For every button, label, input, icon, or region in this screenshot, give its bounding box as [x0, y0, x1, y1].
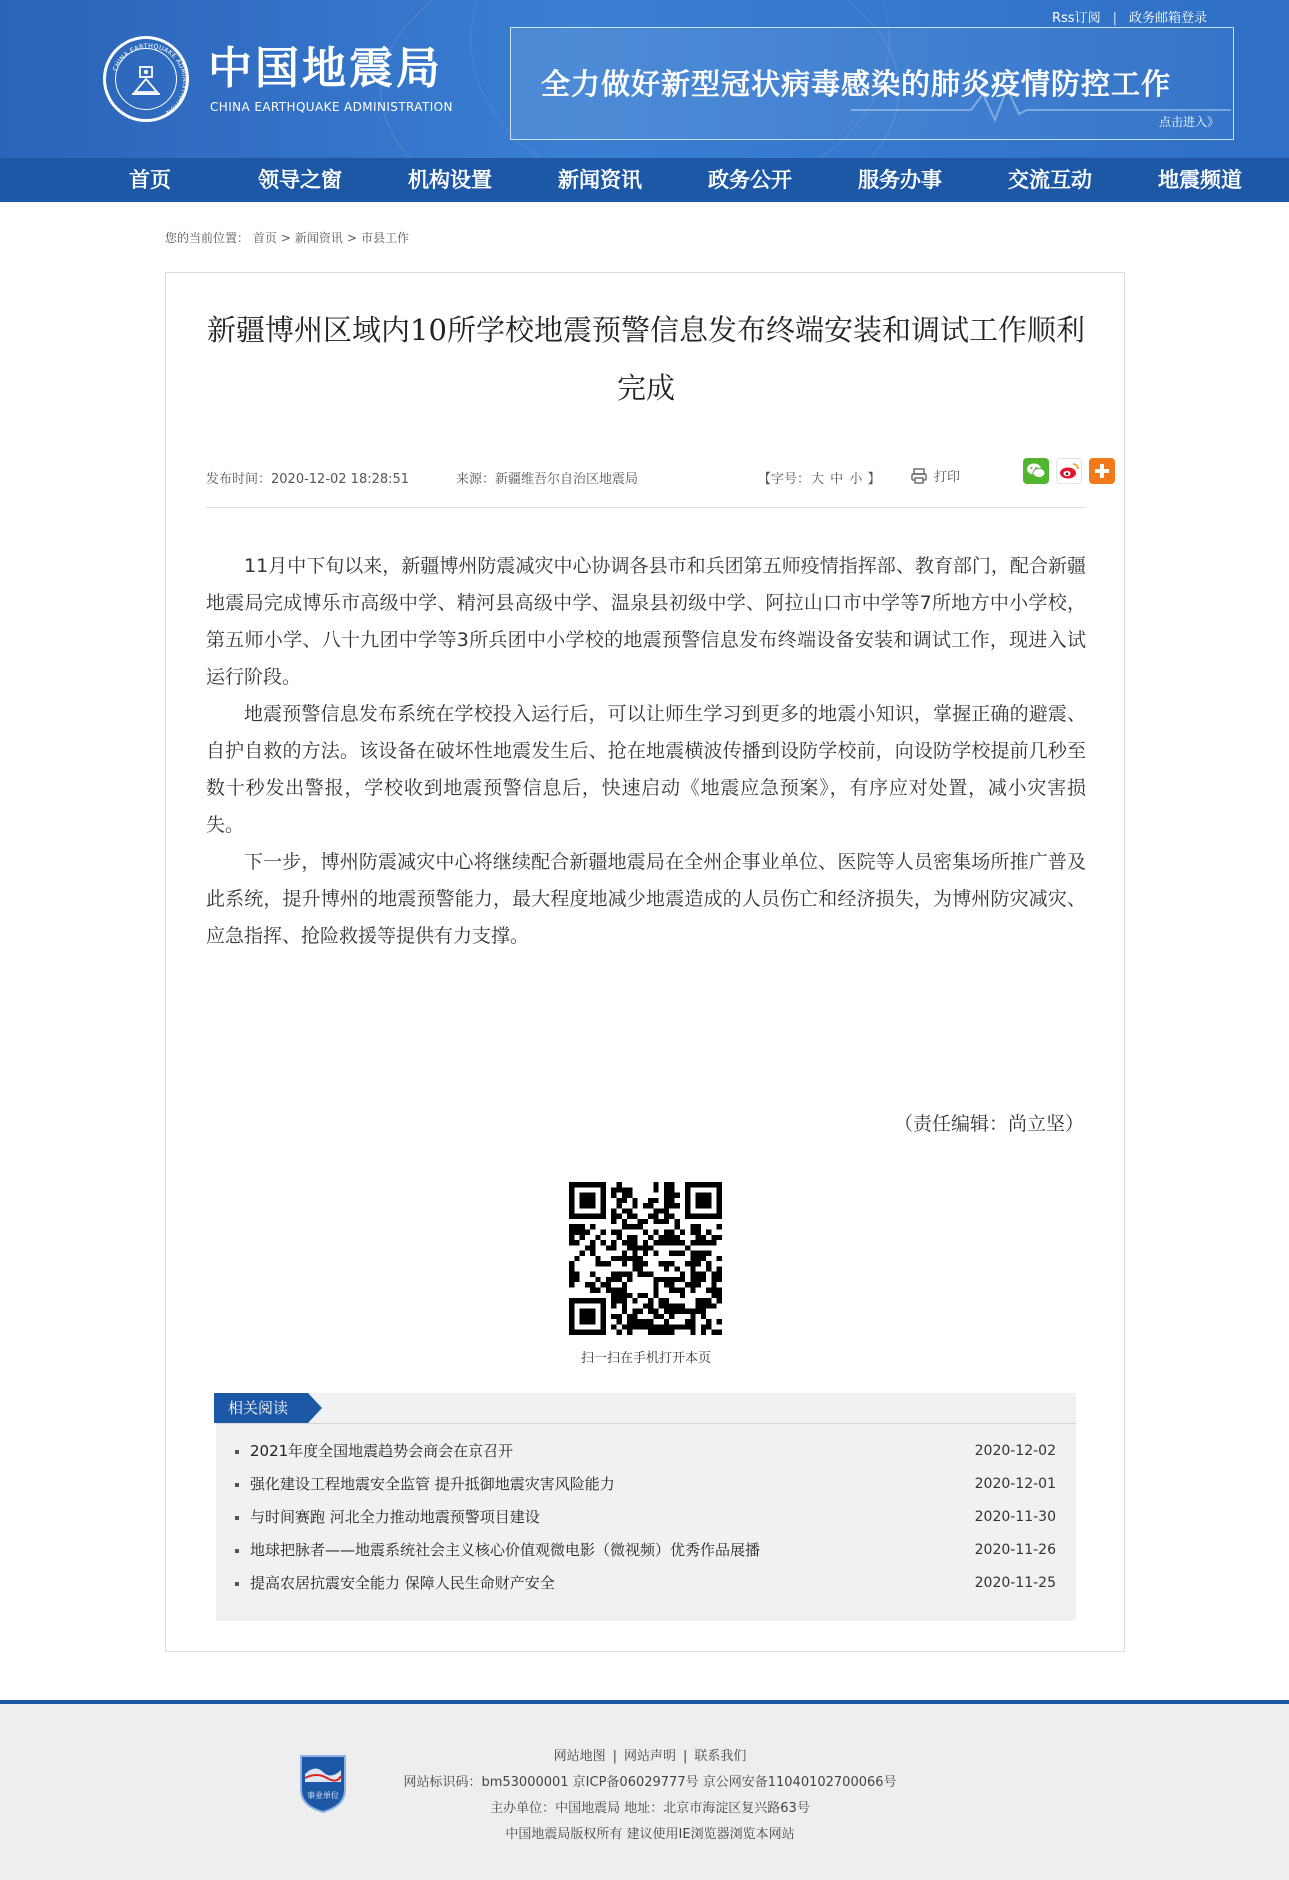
site-header [0, 0, 1289, 158]
footer-contact-link[interactable]: 联系我们 [694, 1749, 747, 1764]
related-reading [216, 1393, 1076, 1621]
article-paragraph: 地震预警信息发布系统在学校投入运行后，可以让师生学习到更多的地震小知识，掌握正确的避震、自护自救的方法。该设备在破坏性地震发生后、抢在地震横波传播到设防学校前，向设防学校提前几秒至数十秒发出警报，学校收到地震预警信息后，快速启动《地震应急预案》，有序应对处置，减小灾害损失。 [206, 703, 1086, 836]
related-item-title[interactable]: 与时间赛跑 河北全力推动地震预警项目建设 [250, 1508, 540, 1526]
related-item-date: 2020-12-01 [974, 1476, 1056, 1492]
site-logo-english: CHINA EARTHQUAKE ADMINISTRATION [210, 100, 453, 114]
footer-copyright: 中国地震局版权所有 建议使用IE浏览器浏览本网站 [505, 1827, 795, 1842]
more-share-icon[interactable] [1089, 458, 1115, 484]
nav-leadership[interactable]: 领导之窗 [258, 168, 342, 192]
footer-links [340, 1744, 960, 1770]
font-size-large[interactable]: 大 [811, 472, 825, 487]
related-item-title[interactable]: 2021年度全国地震趋势会商会在京召开 [250, 1442, 514, 1460]
printer-icon [910, 467, 928, 485]
site-logo-text[interactable]: 中国地震局 [208, 43, 443, 94]
font-size-bracket: 】 [867, 472, 881, 487]
footer-separator: | [683, 1749, 688, 1764]
article-title: 新疆博州区域内10所学校地震预警信息发布终端安装和调试工作顺利完成 [207, 313, 1085, 405]
related-item-date: 2020-11-26 [974, 1542, 1056, 1558]
rss-link[interactable]: Rss订阅 [1052, 11, 1101, 26]
related-item[interactable] [228, 1534, 1064, 1567]
related-item-date: 2020-11-25 [974, 1575, 1056, 1591]
breadcrumb [165, 229, 409, 246]
related-item[interactable] [228, 1435, 1064, 1468]
footer-sitemap-link[interactable]: 网站地图 [553, 1749, 606, 1764]
emblem-logo[interactable] [103, 36, 189, 122]
emblem-ring-text: CHINA EARTHQUAKE ADMINISTRATION [111, 41, 190, 117]
badge-text: 事业单位 [307, 1791, 339, 1800]
article-body [206, 548, 1086, 955]
footer-text [340, 1744, 960, 1848]
bullet-icon [235, 1483, 239, 1487]
nav-organization[interactable]: 机构设置 [408, 168, 492, 192]
breadcrumb-news[interactable]: 新闻资讯 [294, 231, 343, 245]
bullet-icon [235, 1516, 239, 1520]
article-meta [206, 468, 1086, 508]
related-item-title[interactable]: 强化建设工程地震安全监管 提升抵御地震灾害风险能力 [250, 1475, 615, 1493]
print-button[interactable] [910, 466, 960, 485]
breadcrumb-separator: > [280, 231, 291, 245]
nav-home[interactable]: 首页 [129, 168, 171, 192]
related-item[interactable] [228, 1567, 1064, 1600]
main-nav [0, 158, 1289, 202]
publish-time: 发布时间：2020-12-02 18:28:51 [206, 472, 410, 487]
related-item-title[interactable]: 提高农居抗震安全能力 保障人民生命财产安全 [250, 1574, 555, 1592]
site-footer [0, 1700, 1289, 1880]
article-container [165, 272, 1125, 1652]
footer-registration: 网站标识码：bm53000001 京ICP备06029777号 京公网安备11040102700066号 [403, 1775, 897, 1790]
share-bar [1023, 458, 1115, 484]
print-label: 打印 [934, 470, 961, 485]
nav-news[interactable]: 新闻资讯 [558, 168, 642, 192]
svg-text:CHINA EARTHQUAKE ADMINISTRATIO [111, 42, 189, 117]
qr-caption: 扫一扫在手机打开本页 [580, 1351, 711, 1366]
breadcrumb-city-county-work[interactable]: 市县工作 [361, 231, 410, 245]
related-item[interactable] [228, 1501, 1064, 1534]
wechat-icon[interactable] [1023, 458, 1049, 484]
font-size-medium[interactable]: 中 [830, 472, 844, 487]
footer-statement-link[interactable]: 网站声明 [623, 1749, 676, 1764]
breadcrumb-home[interactable]: 首页 [252, 231, 277, 245]
font-size-label: 【字号： [758, 472, 811, 487]
related-item-date: 2020-11-30 [974, 1509, 1056, 1525]
bullet-icon [235, 1450, 239, 1454]
article-paragraph: 下一步，博州防震减灾中心将继续配合新疆地震局在全州企事业单位、医院等人员密集场所推广普及此系统，提升博州的地震预警能力，最大程度地减少地震造成的人员伤亡和经济损失，为博州防灾减灾、应急指挥、抢险救援等提供有力支撑。 [206, 851, 1086, 947]
footer-separator: | [612, 1749, 617, 1764]
gov-mail-login-link[interactable]: 政务邮箱登录 [1128, 11, 1207, 26]
related-list [228, 1435, 1064, 1600]
breadcrumb-separator: > [346, 231, 357, 245]
related-divider [216, 1423, 1076, 1424]
top-link-separator: | [1112, 11, 1117, 26]
font-size-control [758, 468, 881, 487]
font-size-small[interactable]: 小 [849, 472, 863, 487]
nav-gov-affairs[interactable]: 政务公开 [708, 168, 792, 192]
top-links [1052, 7, 1207, 26]
banner-enter-link[interactable]: 点击进入》 [1158, 115, 1219, 129]
nav-services[interactable]: 服务办事 [858, 168, 942, 192]
weibo-icon[interactable] [1056, 458, 1082, 484]
qr-code [569, 1182, 722, 1335]
footer-sponsor: 主办单位：中国地震局 地址：北京市海淀区复兴路63号 [490, 1801, 810, 1816]
breadcrumb-prefix: 您的当前位置： [165, 231, 250, 245]
related-item-date: 2020-12-02 [974, 1443, 1056, 1459]
responsible-editor: （责任编辑：尚立坚） [893, 1113, 1084, 1135]
banner-title: 全力做好新型冠状病毒感染的肺炎疫情防控工作 [541, 67, 1172, 101]
related-item-title[interactable]: 地球把脉者——地震系统社会主义核心价值观微电影（微视频）优秀作品展播 [250, 1541, 761, 1559]
article-source: 来源：新疆维吾尔自治区地震局 [456, 472, 639, 487]
epidemic-banner[interactable] [510, 27, 1234, 140]
nav-interaction[interactable]: 交流互动 [1008, 168, 1092, 192]
article-paragraph: 11月中下旬以来，新疆博州防震减灾中心协调各县市和兵团第五师疫情指挥部、教育部门，配合新疆地震局完成博乐市高级中学、精河县高级中学、温泉县初级中学、阿拉山口市中学等7所地方中小学校，第五师小学、八十九团中学等3所兵团中小学校的地震预警信息发布终端设备安装和调试工作，现进入试运行阶段。 [206, 555, 1086, 688]
related-reading-tab: 相关阅读 [214, 1393, 308, 1423]
bullet-icon [235, 1582, 239, 1586]
related-item[interactable] [228, 1468, 1064, 1501]
bullet-icon [235, 1549, 239, 1553]
nav-earthquake-channel[interactable]: 地震频道 [1158, 168, 1242, 192]
